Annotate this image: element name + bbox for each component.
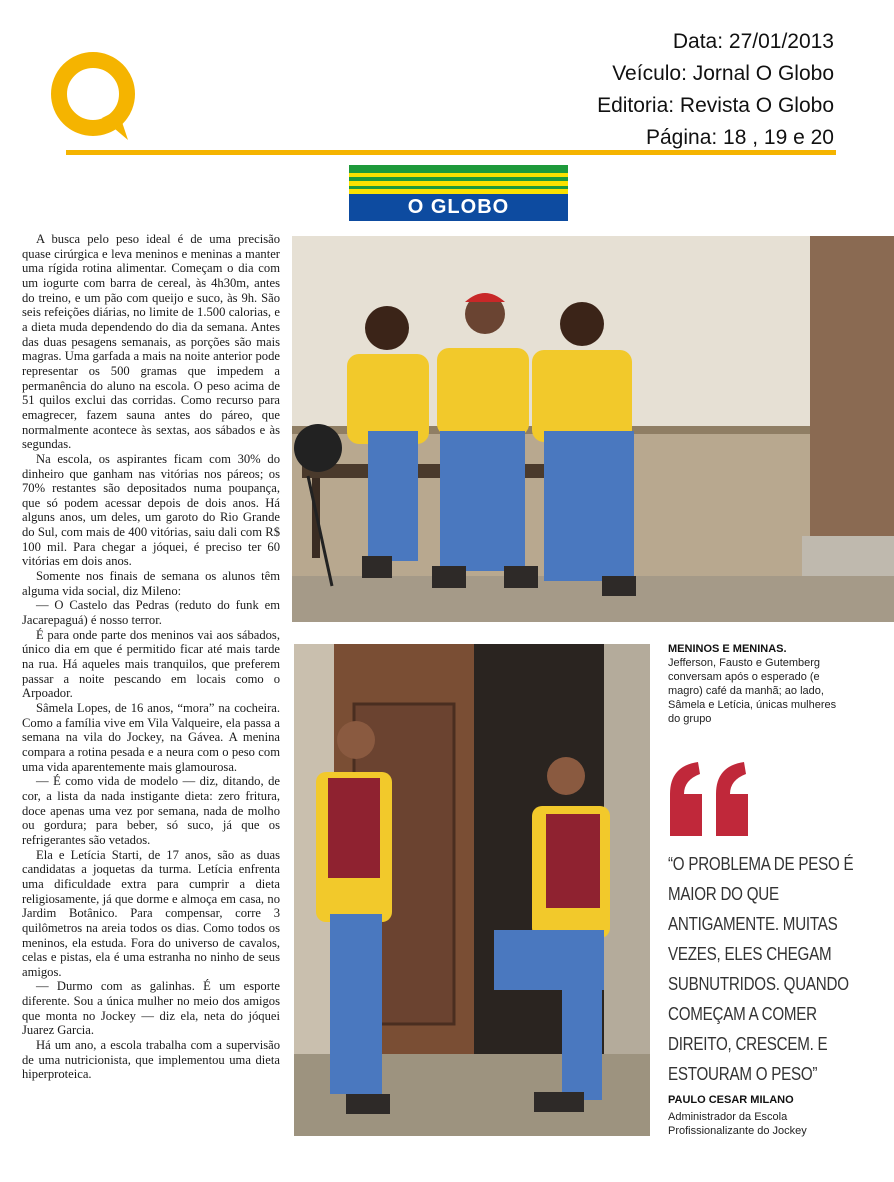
article-paragraph: — É como vida de modelo — diz, ditando, de cor, a lista da nada instigante dieta: zero fritura, doce apenas uma vez por semana, nada de molho ou gordura; para beber, só suco, já que os refrigerantes são vetados.	[22, 774, 280, 847]
article-paragraph: — O Castelo das Pedras (reduto do funk em Jacarepaguá) é nosso terror.	[22, 598, 280, 628]
article-body	[22, 232, 280, 1082]
publication-logo	[349, 165, 568, 221]
quotation-mark-icon	[666, 760, 756, 840]
pull-quote: “O PROBLEMA DE PESO É MAIOR DO QUE ANTIGAMENTE. MUITAS VEZES, ELES CHEGAM SUBNUTRIDOS. QUANDO COMEÇAM A COMER DIREITO, CRESCEM. E ESTOURAM O PESO”	[668, 853, 854, 1084]
clipping-pages: Página: 18 , 19 e 20	[646, 126, 834, 149]
article-paragraph: Há um ano, a escola trabalha com a supervisão de uma nutricionista, que implementou uma dieta hiperproteica.	[22, 1038, 280, 1082]
article-paragraph: A busca pelo peso ideal é de uma precisão quase cirúrgica e leva meninos e meninas a manter uma rígida rotina alimentar. Começam o dia com um iogurte com barra de cereal, às 4h30m, antes do treino, e um pão com queijo e suco, às 9h. São seis refeições diárias, no limite de 1.500 calorias, e a dieta muda dependendo do dia da semana. Antes das duas pesagens semanais, as porções são mais magras. Uma garfada a mais na noite anterior pode representar os 500 gramas que impedem a permanência do aluno na escola. O peso acima de 51 quilos exclui das corridas. Como recurso para emagrecer, fazem sauna antes do páreo, que normalmente acontece às sextas, aos sábados e às segundas.	[22, 232, 280, 452]
speech-bubble-q-icon	[44, 50, 144, 142]
photo-caption	[668, 642, 838, 726]
caption-title: MENINOS E MENINAS.	[668, 643, 787, 655]
photo-girls-at-stable	[294, 644, 650, 1136]
article-paragraph: — Durmo com as galinhas. É um esporte diferente. Sou a única mulher no meio dos amigos que monta no Jockey — diz ela, neta do jóquei Juarez Garcia.	[22, 979, 280, 1038]
quote-author: PAULO CESAR MILANO	[668, 1094, 794, 1106]
clipping-vehicle: Veículo: Jornal O Globo	[612, 62, 834, 85]
article-paragraph: É para onde parte dos meninos vai aos sábados, único dia em que é permitido ficar até mais tarde na rua. Há aqueles mais tranquilos, que preferem passar a noite pescando em locais como o Arpoador.	[22, 627, 280, 701]
article-paragraph: Somente nos finais de semana os alunos têm alguma vida social, diz Mileno:	[22, 569, 280, 598]
article-paragraph: Na escola, os aspirantes ficam com 30% do dinheiro que ganham nas vitórias nos páreos; os 70% restantes são depositados numa poupança, que só podem acessar depois de dois anos. Há alguns anos, um deles, um garoto do Rio Grande do Sul, com mais de 400 vitórias, saiu dali com R$ 100 mil. Para chegar a jóquei, é preciso ter 60 vitórias em dois anos.	[22, 451, 280, 569]
logo-stripes	[349, 165, 568, 194]
header-divider	[66, 150, 836, 155]
clipping-section: Editoria: Revista O Globo	[597, 94, 834, 117]
quote-author-role: Administrador da Escola Profissionalizante do Jockey	[668, 1111, 807, 1137]
article-paragraph: Ela e Letícia Starti, de 17 anos, são as duas candidatas a joquetas da turma. Letícia enfrenta uma dificuldade extra para cumprir a dieta religiosamente, já que dorme e almoça em casa, no Jardim Botânico. Para compensar, corre 3 quilômetros na areia todos os dias. Como todos os meninos, ela estuda. Fora do universo de cavalos, celas e pistas, ela é uma estranha no ninho de seus amigos.	[22, 847, 280, 979]
clipping-metadata	[597, 26, 834, 154]
publication-name: O GLOBO	[349, 194, 568, 221]
article-paragraph: Sâmela Lopes, de 16 anos, “mora” na cocheira. Como a família vive em Vila Valqueire, ela passa a semana na vila do Jockey, na Gávea. A menina compara a rotina pesada e a neura com o peso com uma vida aparentemente mais glamourosa.	[22, 701, 280, 774]
caption-text: Jefferson, Fausto e Gutemberg conversam após o esperado (e magro) café da manhã; ao lado, Sâmela e Letícia, únicas mulheres do grupo	[668, 657, 837, 725]
photo-boys-on-bench	[292, 236, 894, 622]
clipping-date: Data: 27/01/2013	[672, 30, 834, 53]
